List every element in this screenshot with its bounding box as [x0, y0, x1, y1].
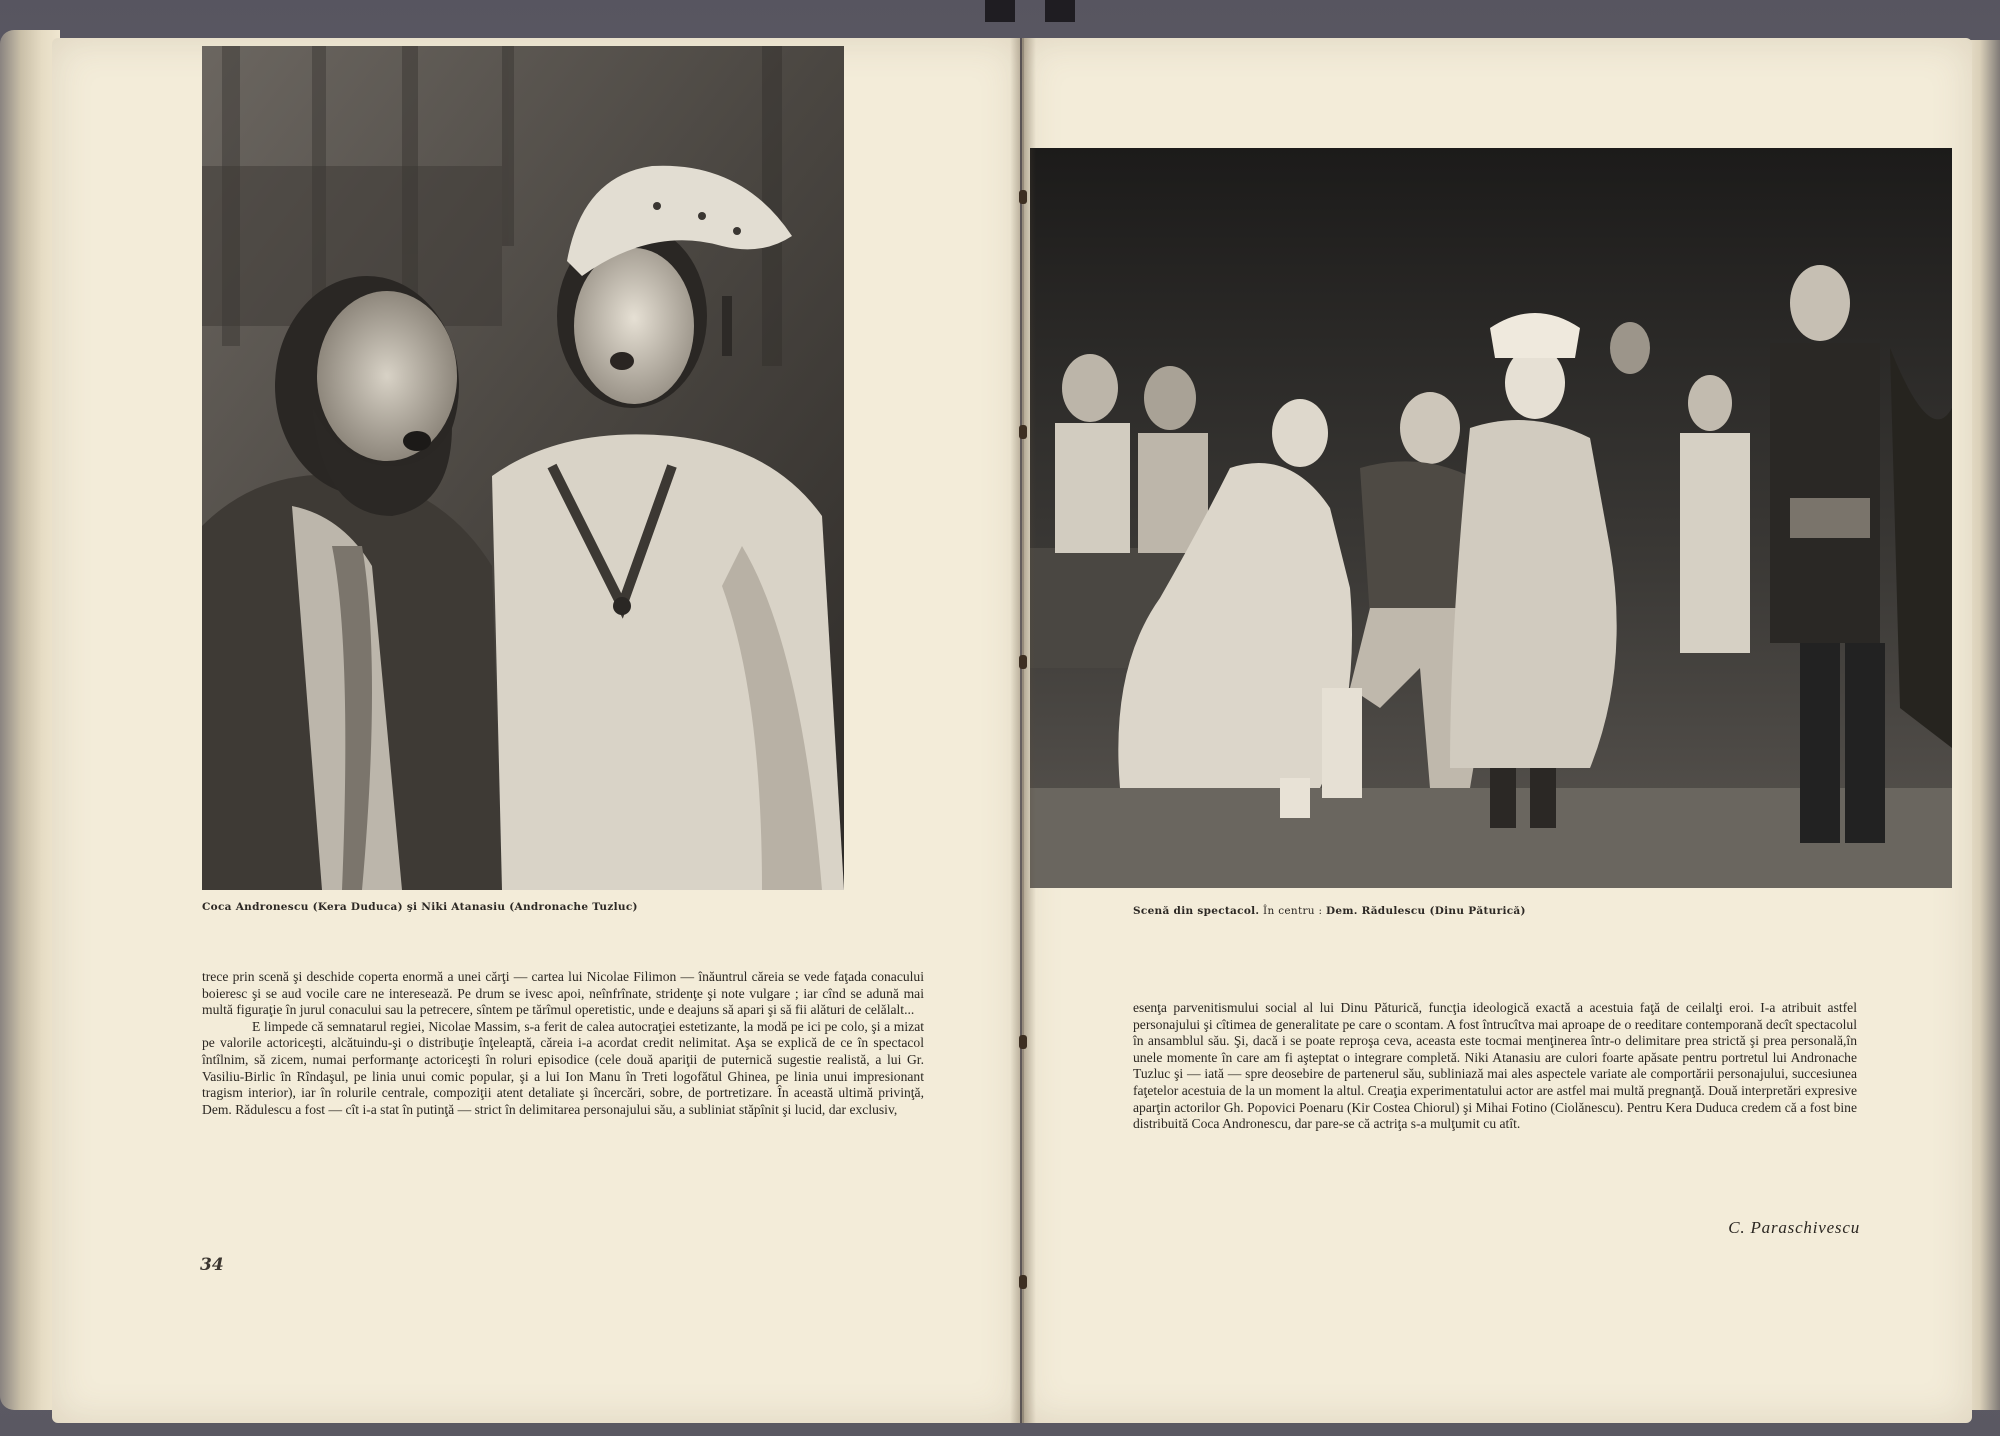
photo-actors-closeup-image — [202, 46, 844, 890]
article-column-right — [1133, 1000, 1857, 1133]
photo-caption-left: Coca Andronescu (Kera Duduca) şi Niki Atanasiu (Andronache Tuzluc) — [202, 901, 638, 913]
photo-stage-scene-image — [1030, 148, 1952, 888]
binding-stitch — [1019, 425, 1027, 439]
left-page-stack — [0, 30, 60, 1410]
caption-bold-part: Scenă din spectacol. — [1133, 905, 1260, 917]
article-paragraph: trece prin scenă şi deschide coperta enormă a unei cărţi — cartea lui Nicolae Filimon — înăuntrul căreia se vede faţada conacului boieresc şi se aud vocile care ne interesează. Pe drum se ivesc apoi, neînfrînate, stridenţe şi note vulgare ; iar cînd se adună mai multă figuraţie în jurul conacului sau la petrecere, sîntem pe tărîmul operetistic, unde e deajuns să apari şi să fii alături de celălalt... — [202, 969, 924, 1018]
binding-stitch — [1019, 190, 1027, 204]
bookmark-ribbon — [1045, 0, 1075, 22]
author-signature: C. Paraschivescu — [1728, 1218, 1860, 1237]
caption-bold-part: Dem. Rădulescu (Dinu Păturică) — [1325, 905, 1526, 917]
book-gutter — [1010, 38, 1036, 1423]
photo-caption-right — [1133, 905, 1526, 917]
caption-normal-part: În centru : — [1259, 905, 1326, 917]
page-number: 34 — [200, 1255, 224, 1275]
article-paragraph: E limpede că semnatarul regiei, Nicolae Massim, s-a ferit de calea autocraţiei estetizante, la modă pe ici pe colo, şi a mizat pe valorile actoriceşti, alcătuindu-şi o distribuţie înţeleaptă, căreia i-a acordat credit nelimitat. Aşa se explică de ce în spectacol întîlnim, să zicem, numai performanţe actoriceşti în roluri episodice (cele două apariţii de puternică sugestie realistă, a lui Gr. Vasiliu-Birlic în Rîndaşul, pe linia unui comic popular, şi a lui Ion Manu în Treti logofătul Ghinea, pe linia unui impresionant tragism interior), iar în rolurile centrale, compoziţii atent detaliate şi încercări, sobre, de portretizare. În această ultimă privinţă, Dem. Rădulescu a fost — cît i-a stat în putinţă — strict în delimitarea personajului său, a subliniat stăpînit şi lucid, dar exclusiv, — [202, 1018, 924, 1117]
article-paragraph: esenţa parvenitismului social al lui Dinu Păturică, funcţia ideologică exactă a acestuia faţă de ceilalţi eroi. I-a atribuit astfel personajului şi cîtimea de generalitate pe care o scontam. A fost întrucîtva mai aproape de o reeditare contemporană decît spectacolul în ansamblul său. Şi, dacă i se poate reproşa ceva, aceasta este tocmai menţinerea într-o delimitare prea strictă şi prea personală,în unele momente în care am fi aşteptat o integrare completă. Niki Atanasiu are culori foarte apăsate pentru portretul lui Andronache Tuzluc şi — iată — spre deosebire de partenerul său, subliniază mai ales aspectele variate ale comportării personajului, succesiunea faţetelor acestuia de la un moment la altul. Creaţia experimentatului actor are astfel mai multă pregnanţă. Două interpretări expresive aparţin actorilor Gh. Popovici Poenaru (Kir Costea Chiorul) şi Mihai Fotino (Ciolănescu). Pentru Kera Duduca credem că a fost bine distribuită Coca Andronescu, dar pare-se că actriţa s-a mulţumit cu atît. — [1133, 1000, 1857, 1132]
photo-stage-scene — [1030, 148, 1952, 888]
photo-actors-closeup — [202, 46, 844, 890]
article-column-left — [202, 969, 924, 1118]
binding-stitch — [1019, 655, 1027, 669]
bookmark-ribbon — [985, 0, 1015, 22]
binding-stitch — [1019, 1275, 1027, 1289]
binding-stitch — [1019, 1035, 1027, 1049]
